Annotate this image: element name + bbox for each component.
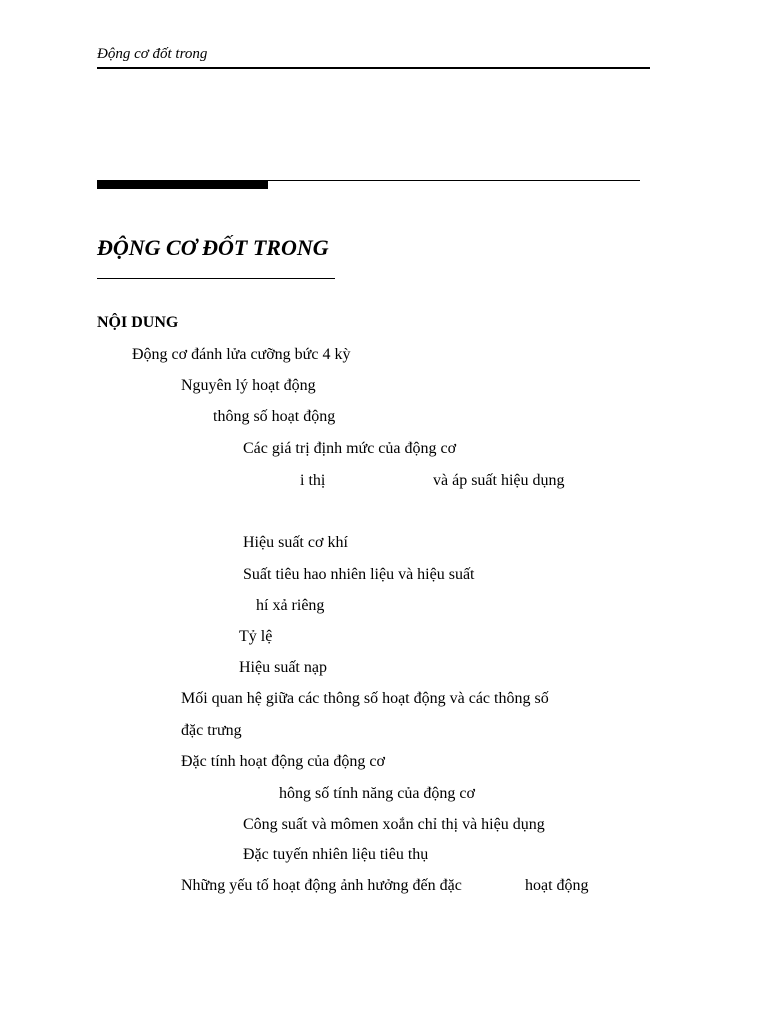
- toc-item: Công suất và mômen xoắn chỉ thị và hiệu dụng: [243, 816, 545, 833]
- toc-item: Động cơ đánh lửa cưỡng bức 4 kỳ: [132, 346, 351, 363]
- toc-item: Mối quan hệ giữa các thông số hoạt động và các thông số: [181, 690, 549, 707]
- toc-item: hông số tính năng của động cơ: [279, 785, 475, 802]
- toc-item: Tỷ lệ: [239, 628, 273, 645]
- toc-item: và áp suất hiệu dụng: [433, 472, 565, 489]
- toc-heading: NỘI DUNG: [97, 314, 179, 331]
- chapter-rule-accent: [97, 180, 268, 189]
- toc-item: thông số hoạt động: [213, 408, 336, 425]
- toc-item: Các giá trị định mức của động cơ: [243, 440, 457, 457]
- toc-item: đặc trưng: [181, 722, 242, 739]
- title-underline: [97, 278, 335, 279]
- toc-item: Suất tiêu hao nhiên liệu và hiệu suất: [243, 566, 475, 583]
- toc-item: Hiệu suất cơ khí: [243, 534, 348, 551]
- toc-item: Đặc tuyến nhiên liệu tiêu thụ: [243, 846, 429, 863]
- header-rule: [97, 67, 650, 69]
- toc-item: hoạt động: [525, 877, 589, 894]
- toc-item: Nguyên lý hoạt động: [181, 377, 316, 394]
- toc-item: Những yếu tố hoạt động ảnh hưởng đến đặc: [181, 877, 462, 894]
- toc-item: Đặc tính hoạt động của động cơ: [181, 753, 385, 770]
- toc-item: hí xả riêng: [256, 597, 325, 614]
- toc-item: Hiệu suất nạp: [239, 659, 327, 676]
- running-header: Động cơ đốt trong: [97, 46, 208, 62]
- chapter-title: ĐỘNG CƠ ĐỐT TRONG: [97, 235, 329, 260]
- toc-item: i thị: [300, 472, 326, 489]
